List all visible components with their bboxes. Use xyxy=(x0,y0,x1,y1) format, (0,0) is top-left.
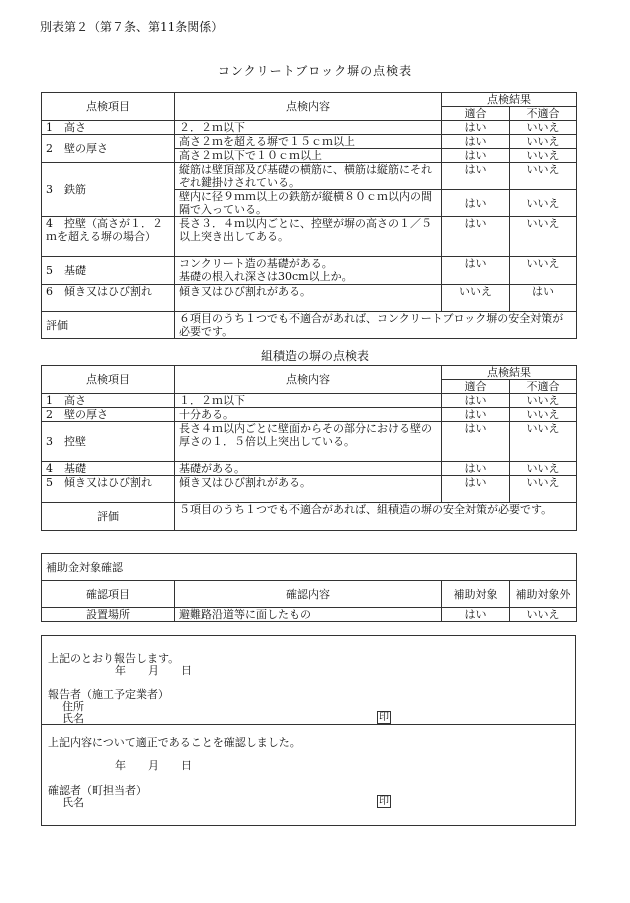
header-ok: 適合 xyxy=(442,380,510,394)
header-item: 確認項目 xyxy=(42,581,175,608)
eval-text: ６項目のうち１つでも不適合があれば、コンクリートブロック塀の安全対策が必要です。 xyxy=(175,312,577,339)
ng-cell: いいえ xyxy=(510,217,577,257)
item-foundation: 5 基礎 xyxy=(42,257,175,285)
ok-cell: はい xyxy=(442,394,510,408)
header-ng: 不適合 xyxy=(510,380,577,394)
item-height: 1 高さ xyxy=(42,121,175,135)
content-cell: 基礎がある。 xyxy=(175,462,442,476)
report-divider xyxy=(42,724,575,725)
item-tilt: 5 傾き又はひび割れ xyxy=(42,476,175,503)
ng-cell: いいえ xyxy=(510,257,577,285)
item-thickness: 2 壁の厚さ xyxy=(42,408,175,422)
header-result: 点検結果 xyxy=(442,366,577,380)
header-content: 確認内容 xyxy=(175,581,442,608)
report-date: 年 月 日 xyxy=(115,664,192,677)
ng-cell: いいえ xyxy=(510,163,577,190)
header-ok: 適合 xyxy=(442,107,510,121)
ok-cell: はい xyxy=(442,422,510,462)
ng-cell: いいえ xyxy=(510,408,577,422)
confirm-statement: 上記内容について適正であることを確認しました。 xyxy=(48,736,301,749)
eval-label: 評価 xyxy=(42,503,175,531)
subsidy-content: 避難路沿道等に面したもの xyxy=(175,608,442,622)
ng-cell: いいえ xyxy=(510,121,577,135)
subsidy-item: 設置場所 xyxy=(42,608,175,622)
confirm-name-label: 氏名 xyxy=(62,796,84,809)
content-cell: 高さ２ｍ以下で１０ｃｍ以上 xyxy=(175,149,442,163)
header-target: 補助対象 xyxy=(442,581,510,608)
content-cell: 長さ３．４ｍ以内ごとに、控壁が塀の高さの１／５以上突き出してある。 xyxy=(175,217,442,257)
item-thickness: 2 壁の厚さ xyxy=(42,135,175,163)
ok-cell: はい xyxy=(442,462,510,476)
masonry-wall-inspection-table xyxy=(41,365,577,531)
reporter-label: 報告者（施工予定業者） xyxy=(48,688,169,701)
content-cell: 長さ４ｍ以内ごとに壁面からその部分における壁の厚さの１．５倍以上突出している。 xyxy=(175,422,442,462)
ok-cell: はい xyxy=(442,476,510,503)
content-cell: 縦筋は壁頂部及び基礎の横筋に、横筋は縦筋にそれぞれ鍵掛けされている。 xyxy=(175,163,442,190)
annex-label: 別表第２（第７条、第11条関係） xyxy=(40,20,224,34)
content-cell: １．２ｍ以下 xyxy=(175,394,442,408)
header-item: 点検項目 xyxy=(42,366,175,394)
ng-cell: いいえ xyxy=(510,422,577,462)
header-item: 点検項目 xyxy=(42,93,175,121)
content-cell: ２．２ｍ以下 xyxy=(175,121,442,135)
ok-cell: はい xyxy=(442,149,510,163)
ok-cell: はい xyxy=(442,190,510,217)
name-label: 氏名 xyxy=(62,712,84,725)
item-foundation: 4 基礎 xyxy=(42,462,175,476)
content-cell: 壁内に径９ｍｍ以上の鉄筋が縦横８０ｃｍ以内の間隔で入っている。 xyxy=(175,190,442,217)
ng-cell: いいえ xyxy=(510,135,577,149)
ok-cell: はい xyxy=(442,408,510,422)
content-cell: 傾き又はひび割れがある。 xyxy=(175,476,442,503)
eval-text: ５項目のうち１つでも不適合があれば、組積造の塀の安全対策が必要です。 xyxy=(175,503,577,531)
header-content: 点検内容 xyxy=(175,93,442,121)
header-result: 点検結果 xyxy=(442,93,577,107)
ng-cell: いいえ xyxy=(510,462,577,476)
item-buttress: 4 控壁（高さが１．２ｍを超える塀の場合） xyxy=(42,217,175,257)
content-cell: 傾き又はひび割れがある。 xyxy=(175,285,442,312)
ng-cell: いいえ xyxy=(510,394,577,408)
ng-cell: はい xyxy=(510,285,577,312)
item-rebar: 3 鉄筋 xyxy=(42,163,175,217)
header-nontarget: 補助対象外 xyxy=(510,581,577,608)
subsidy-title: 補助金対象確認 xyxy=(42,554,577,581)
ok-cell: はい xyxy=(442,163,510,190)
subsidy-target: はい xyxy=(442,608,510,622)
seal-mark: 印 xyxy=(379,712,389,723)
confirm-seal-mark: 印 xyxy=(379,796,389,807)
ok-cell: はい xyxy=(442,217,510,257)
item-tilt: 6 傾き又はひび割れ xyxy=(42,285,175,312)
ok-cell: はい xyxy=(442,121,510,135)
table2-title: 組積造の塀の点検表 xyxy=(260,349,369,363)
content-cell: 高さ２ｍを超える塀で１５ｃｍ以上 xyxy=(175,135,442,149)
content-cell: 十分ある。 xyxy=(175,408,442,422)
ok-cell: いいえ xyxy=(442,285,510,312)
ng-cell: いいえ xyxy=(510,149,577,163)
header-content: 点検内容 xyxy=(175,366,442,394)
table1-title: コンクリートブロック塀の点検表 xyxy=(217,64,413,78)
subsidy-nontarget: いいえ xyxy=(510,608,577,622)
subsidy-table xyxy=(41,553,577,622)
content-cell: コンクリート造の基礎がある。 基礎の根入れ深さは30cm以上か。 xyxy=(175,257,442,285)
item-height: 1 高さ xyxy=(42,394,175,408)
ng-cell: いいえ xyxy=(510,190,577,217)
confirmer-label: 確認者（町担当者） xyxy=(48,784,147,797)
ng-cell: いいえ xyxy=(510,476,577,503)
block-wall-inspection-table xyxy=(41,92,577,339)
report-statement: 上記のとおり報告します。 xyxy=(48,652,180,665)
confirm-date: 年 月 日 xyxy=(115,759,192,772)
eval-label: 評価 xyxy=(42,312,175,339)
address-label: 住所 xyxy=(62,700,84,713)
ok-cell: はい xyxy=(442,257,510,285)
ok-cell: はい xyxy=(442,135,510,149)
header-ng: 不適合 xyxy=(510,107,577,121)
item-buttress: 3 控壁 xyxy=(42,422,175,462)
